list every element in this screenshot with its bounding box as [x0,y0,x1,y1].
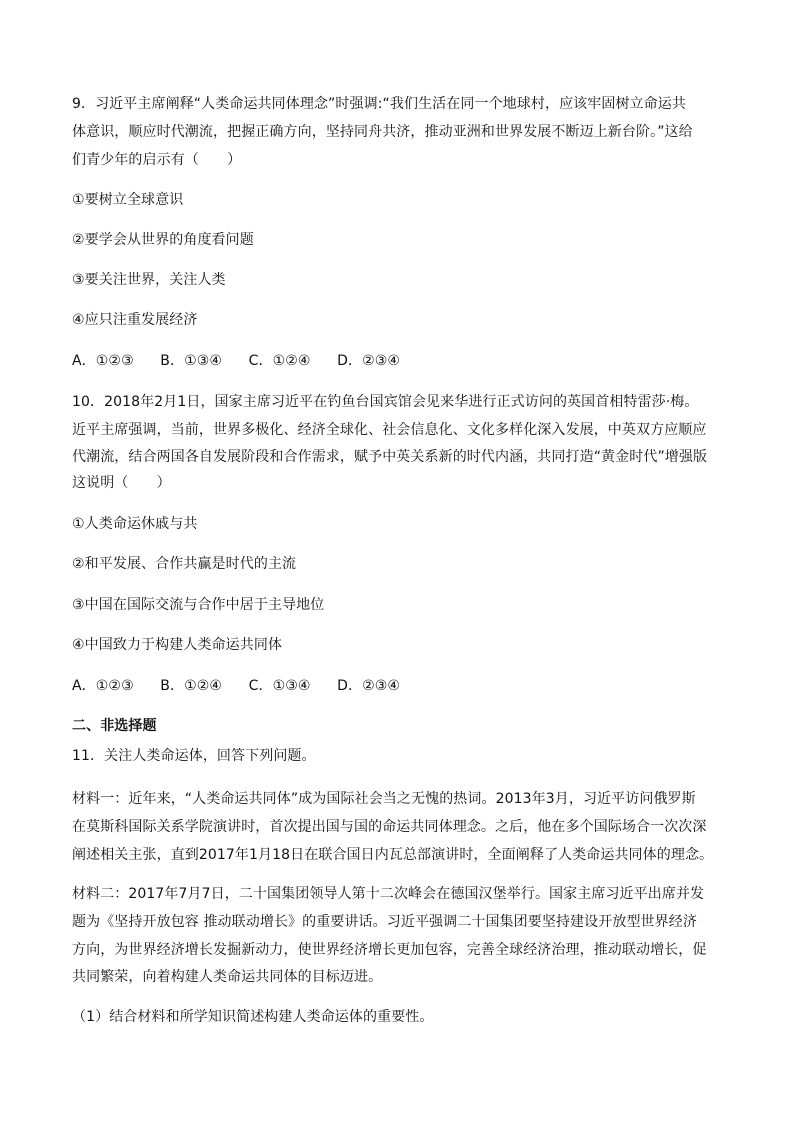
q10-option-a[interactable]: A．①②③ [72,678,134,694]
q10-stem-line-2: 近平主席强调，当前，世界多极化、经济全球化、社会信息化、文化多样化深入发展，中英双方应顺应 [72,422,707,438]
q9-stem-line-2: 体意识，顺应时代潮流，把握正确方向，坚持同舟共济，推动亚洲和世界发展不断迈上新台阶。”这给 [72,124,693,140]
q10-statement-4: ④中国致力于构建人类命运共同体 [72,637,283,653]
q10-option-d[interactable]: D．②③④ [337,678,401,694]
q10-stem-line-1: 10．2018年2月1日，国家主席习近平在钓鱼台国宾馆会见来华进行正式访问的英国首相特雷莎·梅。 [72,394,699,410]
q11-material2-line-4: 共同繁荣，向着构建人类命运共同体的目标迈进。 [72,969,383,985]
q11-material1-line-2: 在莫斯科国际关系学院演讲时，首次提出国与国的命运共同体理念。之后，他在多个国际场合一次次深 [72,819,707,835]
q11-material2-line-1: 材料二：2017年7月7日，二十国集团领导人第十二次峰会在德国汉堡举行。国家主席习近平出席并发 [72,886,705,902]
q11-material2-line-3: 方向，为世界经济增长发掘新动力，使世界经济增长更加包容，完善全球经济治理，推动联动增长，促 [72,942,707,958]
section-heading-non-choice: 二、非选择题 [72,718,157,734]
q10-stem-line-3: 代潮流，结合两国各自发展阶段和合作需求，赋予中英关系新的时代内涵，共同打造“黄金时代”增强版 [72,449,708,465]
q9-option-d[interactable]: D．②③④ [337,353,401,369]
q10-statement-2: ②和平发展、合作共赢是时代的主流 [72,556,297,572]
q9-option-b[interactable]: B．①③④ [160,353,223,369]
q9-option-a[interactable]: A．①②③ [72,353,134,369]
q9-stem-line-1: 9．习近平主席阐释“人类命运共同体理念”时强调:“我们生活在同一个地球村，应该牢固树立命运共 [72,96,686,112]
q10-options [72,677,400,695]
q10-option-b[interactable]: B．①②④ [160,678,223,694]
q11-subquestion-1: （1）结合材料和所学知识简述构建人类命运体的重要性。 [72,1009,434,1025]
q9-statement-1: ①要树立全球意识 [72,192,184,208]
q11-title: 11．关注人类命运体，回答下列问题。 [72,748,316,764]
q10-statement-3: ③中国在国际交流与合作中居于主导地位 [72,597,325,613]
q9-statement-3: ③要关注世界，关注人类 [72,272,226,288]
q11-material1-line-3: 阐述相关主张，直到2017年1月18日在联合国日内瓦总部演讲时，全面阐释了人类命运共同体的理念。 [72,847,714,863]
q9-option-c[interactable]: C．①②④ [248,353,311,369]
q11-material1-line-1: 材料一：近年来，“人类命运共同体”成为国际社会当之无愧的热词。2013年3月，习近平访问俄罗斯 [72,791,696,807]
q9-statement-4: ④应只注重发展经济 [72,312,198,328]
q9-stem-line-3: 们青少年的启示有（ ） [72,152,242,168]
q10-stem-line-4: 这说明（ ） [72,475,171,491]
q9-options [72,352,400,370]
q10-statement-1: ①人类命运休戚与共 [72,516,198,532]
q11-material2-line-2: 题为《坚持开放包容 推动联动增长》的重要讲话。习近平强调二十国集团要坚持建设开放型世界经济 [72,914,697,930]
q9-statement-2: ②要学会从世界的角度看问题 [72,232,254,248]
q10-option-c[interactable]: C．①③④ [248,678,311,694]
